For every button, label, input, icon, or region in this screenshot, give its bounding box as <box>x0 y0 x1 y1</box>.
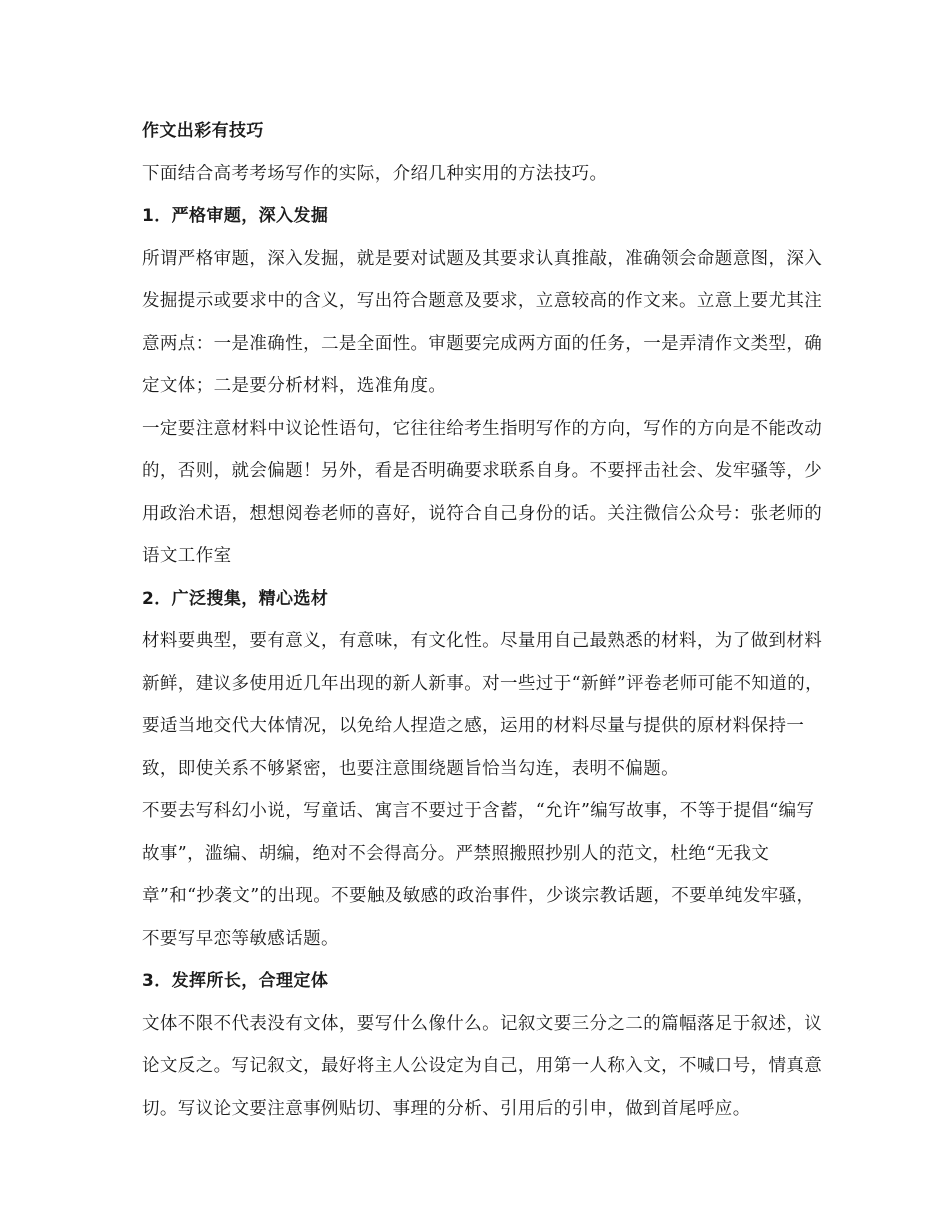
section-heading-2: 2．广泛搜集，精心选材 <box>142 588 329 609</box>
section-1-paragraph-1: 所谓严格审题，深入发掘，就是要对试题及其要求认真推敲，准确领会命题意图，深入发掘提示或要求中的含义，写出符合题意及要求，立意较高的作文来。立意上要尤其注意两点：一是准确性，二是全面性。审题要完成两方面的任务，一是弄清作文类型，确定文体；二是要分析材料，选准角度。 <box>142 248 823 396</box>
document-title: 作文出彩有技巧 <box>142 121 264 141</box>
section-3-paragraph-1: 文体不限不代表没有文体，要写什么像什么。记叙文要三分之二的篇幅落足于叙述，议论文反之。写记叙文，最好将主人公设定为自己，用第一人称入文，不喊口号，情真意切。写议论文要注意事例贴切、事理的分析、引用后的引申，做到首尾呼应。 <box>142 1013 823 1119</box>
section-heading-1: 1．严格审题，深入发掘 <box>142 206 329 226</box>
document-body <box>142 110 832 1130</box>
intro-paragraph: 下面结合高考考场写作的实际，介绍几种实用的方法技巧。 <box>142 163 608 184</box>
section-1-paragraph-2: 一定要注意材料中议论性语句，它往往给考生指明写作的方向，写作的方向是不能改动的，否则，就会偏题！另外，看是否明确要求联系自身。不要抨击社会、发牢骚等，少用政治术语，想想阅卷老师的喜好，说符合自己身份的话。关注微信公众号：张老师的语文工作室 <box>142 418 823 566</box>
section-2-paragraph-1: 材料要典型，要有意义，有意味，有文化性。尽量用自己最熟悉的材料，为了做到材料新鲜，建议多使用近几年出现的新人新事。对一些过于“新鲜”评卷老师可能不知道的，要适当地交代大体情况，以免给人捏造之感，运用的材料尽量与提供的原材料保持一致，即使关系不够紧密，也要注意围绕题旨恰当勾连，表明不偏题。 <box>142 631 823 779</box>
section-2-paragraph-2: 不要去写科幻小说，写童话、寓言不要过于含蓄，“允许”编写故事，不等于提倡“编写故事”，滥编、胡编，绝对不会得高分。严禁照搬照抄别人的范文，杜绝“无我文章”和“抄袭文”的出现。不要触及敏感的政治事件，少谈宗教话题，不要单纯发牢骚，不要写早恋等敏感话题。 <box>142 801 815 949</box>
section-heading-3: 3．发挥所长，合理定体 <box>142 971 329 991</box>
